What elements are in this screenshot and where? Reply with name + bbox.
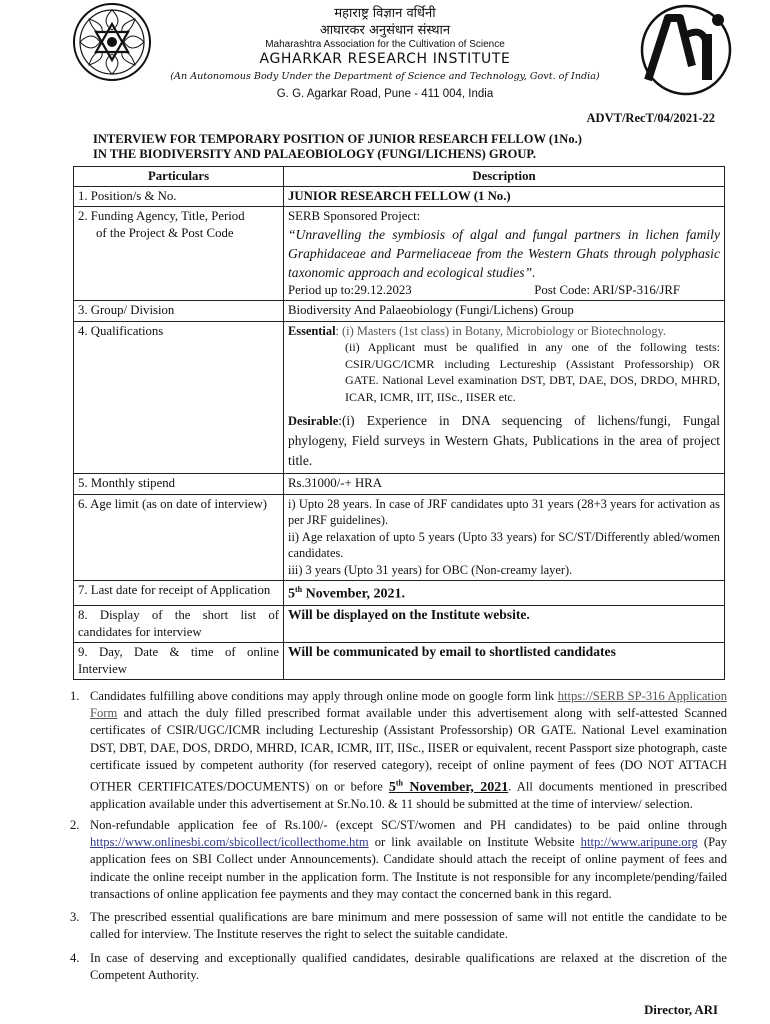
note-text: The prescribed essential qualifications are bare minimum and mere possession of same will not entitle the candidate to be called for interview. The Institute reserves the right to select the suitable candidate. [90,910,727,942]
note-text: . All documents mentioned in prescribed application available under this advertisement at Sr.No.10. & 11 should be submitted at the time of interview/ selection. [90,779,727,811]
table-row [74,301,725,322]
row-label-part: 2. Funding Agency, Title, Period [78,209,245,223]
note-text: Candidates fulfilling above conditions may apply through online mode on google form link [90,689,558,703]
table-row [74,606,725,643]
institute-website-link[interactable]: http://www.aripune.org [580,835,698,850]
row-label [74,207,284,301]
list-item [70,817,727,903]
row-value [284,321,725,474]
last-date-suffix: th [295,585,303,594]
age-limit-item: ii) Age relaxation of upto 5 years (Upto 33 years) for SC/ST/Differently abled/women candidates. [288,529,720,560]
application-form-link[interactable]: https://SERB SP-316 Application Form [90,689,727,721]
note-text: and attach the duly filled prescribed format available under this advertisement along with self-attested Scanned certificates of CSIR/UGC/ICMR including Lectureship (Assistant Professorship) OR GATE. National Level examination DST, DBT, DAE, DOS, DRDO, MHRD, ICAR, ICMR, IIT, IISc., IISER or equivalent, recent Passport size photograph, caste certificate issued by competent authority (for reserved category), receipt of online payment of fees (DO NOT ATTACH OTHER CERTIFICATES/DOCUMENTS) on or before [90,706,727,794]
note-text: or link available on Institute Website [368,835,581,850]
sbi-collect-link[interactable]: https://www.onlinesbi.com/sbicollect/icollecthome.htm [90,835,369,850]
post-code: Post Code: ARI/SP-316/JRF [534,282,680,297]
note-text: (Pay application fees on SBI Collect under Announcements). Candidate should attach the receipt of online payment of fees and indicate the online receipt number in the application form. The Institute is not responsible for any incomplete/pending/failed transactions of online application fee payments and they may contact the concerned bank in this regard. [90,835,728,901]
row-value [284,494,725,581]
table-row [74,581,725,606]
deadline-suffix: th [395,778,403,788]
notes-list [70,688,727,988]
essential-item-1: : (i) Masters (1st class) in Botany, Microbiology or Biotechnology. [335,323,666,338]
row-value [284,207,725,301]
row-label: 9. Day, Date & time of online Interview [74,643,284,680]
row-value: Will be communicated by email to shortlisted candidates [284,643,725,680]
list-item [70,909,727,943]
funding-agency: SERB Sponsored Project: [288,209,421,223]
note-text: In case of deserving and exceptionally qualified candidates, desirable qualifications are relaxed at the discretion of the Competent Authority. [90,950,727,982]
row-value [284,581,725,606]
table-row [74,474,725,495]
page-title-line1: INTERVIEW FOR TEMPORARY POSITION OF JUNIOR RESEARCH FELLOW (1No.) [93,132,582,146]
advertisement-number: ADVT/RecT/04/2021-22 [586,111,715,125]
essential-item-2: (ii) Applicant must be qualified in any one of the following tests: CSIR/UGC/ICMR including Lectureship (Assistant Professorship) OR GATE. National Level examination DST, DBT, DAE, DOS, DRDO, MHRD, ICAR, ICMR, IIT, IISc., IISER etc. [345,340,720,404]
list-number: 3. [70,910,80,925]
row-value: Rs.31000/-+ HRA [284,474,725,495]
row-label: 3. Group/ Division [74,301,284,322]
list-item [70,950,727,984]
table-row [74,643,725,680]
row-value: Will be displayed on the Institute website. [284,606,725,643]
list-number: 1. [70,689,80,703]
table-row [74,321,725,474]
row-value: JUNIOR RESEARCH FELLOW (1 No.) [284,186,725,207]
desirable-item: :(i) Experience in DNA sequencing of lichens/fungi, Fungal phylogeny, Field surveys in Western Ghats, Publications in the area of project title. [288,413,720,468]
table-row [74,186,725,207]
header-hindi-line1: महाराष्ट्र विज्ञान वर्धिनी [334,6,436,21]
list-number: 2. [70,818,80,833]
header-particulars: Particulars [74,167,284,187]
particulars-table [73,166,725,680]
header-address: G. G. Agarkar Road, Pune - 411 004, India [276,88,494,100]
project-period: Period up to:29.12.2023 [288,282,412,297]
list-item [70,688,727,813]
header-institute-name: AGHARKAR RESEARCH INSTITUTE [259,51,511,67]
row-label: 6. Age limit (as on date of interview) [74,494,284,581]
header-description: Description [284,167,725,187]
page-title-line2: IN THE BIODIVERSITY AND PALAEOBIOLOGY (FUNGI/LICHENS) GROUP. [93,147,537,161]
row-label: 8. Display of the short list of candidates for interview [74,606,284,643]
row-label: 4. Qualifications [74,321,284,474]
row-label: 1. Position/s & No. [74,186,284,207]
header-association: Maharashtra Association for the Cultivation of Science [265,39,505,50]
table-header-row [74,167,725,187]
note-text: Non-refundable application fee of Rs.100/- (except SC/ST/women and PH candidates) to be paid online through [90,818,727,833]
signature-director: Director, ARI [644,1003,718,1017]
last-date-day: 5 [288,586,295,602]
ari-logo [640,4,732,96]
deadline-day: 5 [388,779,396,795]
table-row [74,494,725,581]
deadline-rest: November, 2021 [402,779,509,795]
essential-label: Essential [288,323,336,338]
age-limit-item: iii) 3 years (Upto 31 years) for OBC (Non-creamy layer). [288,562,573,577]
row-label: 5. Monthly stipend [74,474,284,495]
mavs-logo [72,2,152,82]
table-row [74,207,725,301]
list-number: 4. [70,950,80,965]
age-limit-item: i) Upto 28 years. In case of JRF candidates upto 31 years (28+3 years for activation as per JRF guidelines). [288,496,720,527]
header-hindi-line2: आघारकर अनुसंधान संस्थान [319,23,451,38]
row-label: 7. Last date for receipt of Application [74,581,284,606]
last-date-rest: November, 2021. [302,586,406,602]
row-value: Biodiversity And Palaeobiology (Fungi/Lichens) Group [284,301,725,322]
row-label-part: of the Project & Post Code [96,225,234,240]
project-title: “Unravelling the symbiosis of algal and fungal partners in lichen family Graphidaceae and Parmeliaceae from the Western Ghats through polyphasic taxonomic approach and ecological studies”. [288,226,720,280]
header-autonomous-note: (An Autonomous Body Under the Department of Science and Technology, Govt. of India) [170,71,600,82]
desirable-label: Desirable [288,414,339,428]
